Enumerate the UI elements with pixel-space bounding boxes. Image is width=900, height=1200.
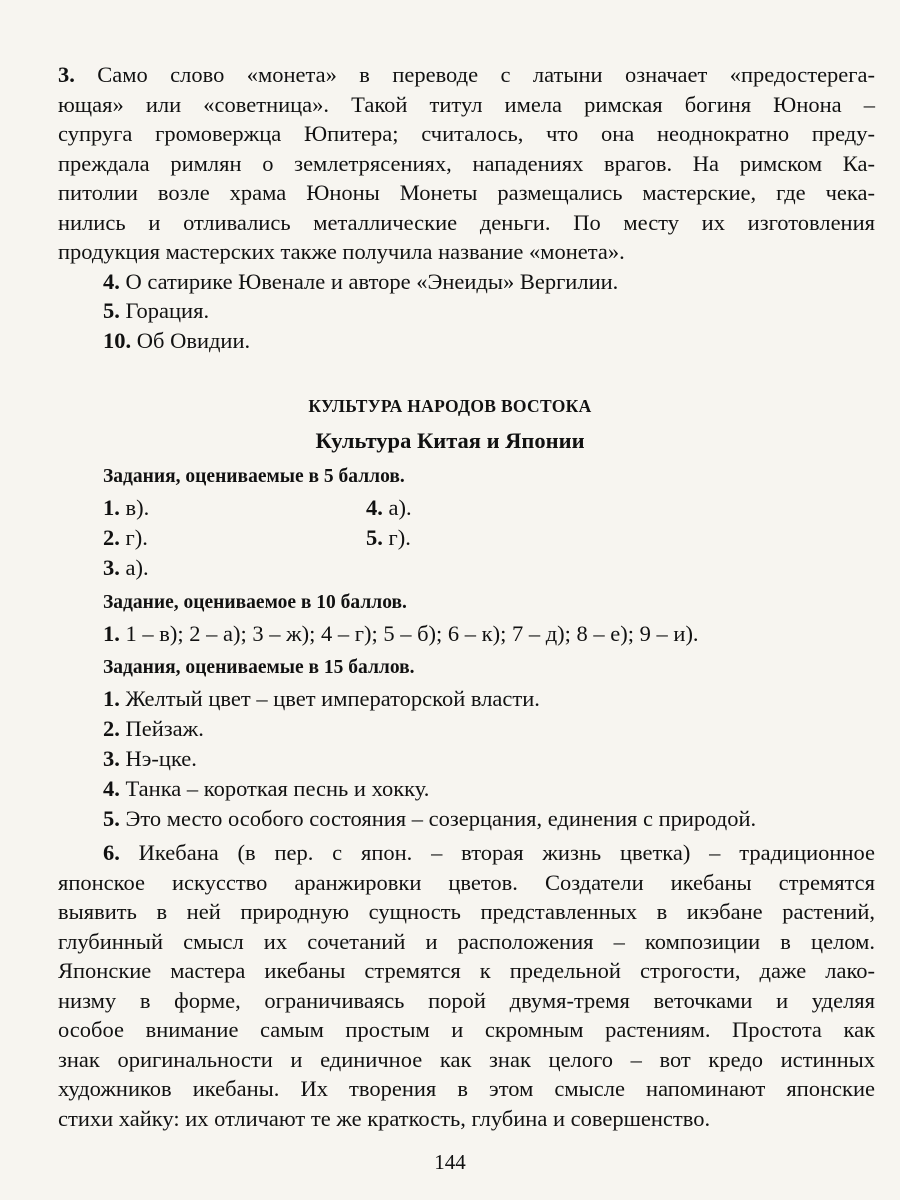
paragraph-3-line-3: супруга громовержца Юпитера; считалось, что она неоднократно преду-: [58, 121, 875, 146]
answer-text: Пейзаж.: [119, 716, 204, 741]
item-number: 6.: [103, 840, 120, 865]
paragraph-6-line-5: Японские мастера икебаны стремятся к предельной строгости, даже лако-: [58, 958, 875, 983]
item-number: 4.: [103, 268, 120, 294]
answer-text: а).: [382, 495, 412, 520]
paragraph-6-line-4: глубинный смысл их сочетаний и расположения – композиции в целом.: [58, 928, 875, 954]
answer-text: Это место особого состояния – созерцания, единения с природой.: [119, 806, 757, 831]
answer-item: [103, 555, 149, 581]
item-number: 2.: [103, 716, 120, 741]
item-number: 4.: [366, 495, 383, 520]
paragraph-3-line-6: нились и отливались металлические деньги. По месту их изготовления: [58, 209, 875, 235]
answer-item: [103, 525, 148, 551]
page-number: 144: [434, 1150, 466, 1174]
paragraph-3-line-1: [58, 60, 875, 90]
tasks-10-heading: Задание, оцениваемое в 10 баллов.: [103, 592, 407, 613]
answer-text: Нэ-цке.: [119, 746, 197, 771]
paragraph-3-line-2: ющая» или «советница». Такой титул имела римская богиня Юнона –: [58, 91, 875, 117]
paragraph-text: О сатирике Ювенале и авторе «Энеиды» Вергилии.: [119, 268, 619, 294]
section-subtitle: Культура Китая и Японии: [315, 428, 585, 453]
paragraph-text: Об Овидии.: [131, 327, 251, 353]
item-number: 1.: [103, 686, 120, 711]
answer-text: а).: [119, 555, 149, 580]
answer-text: г).: [382, 525, 411, 550]
paragraph-3-line-4: преждала римлян о землетрясениях, нападениях врагов. На римском Ка-: [58, 150, 875, 176]
answer-item: [103, 716, 204, 742]
answers-block-top: [58, 60, 875, 355]
paragraph-10: [58, 326, 875, 356]
paragraph-6-line-10: стихи хайку: их отличают те же краткость, глубина и совершенство.: [58, 1105, 711, 1131]
item-number: 5.: [103, 806, 120, 831]
answer-item: [103, 806, 756, 832]
paragraph-6-line-6: низму в форме, ограничиваясь порой двумя-тремя веточками и уделяя: [58, 987, 875, 1013]
paragraph-6-line-8: знак оригинальности и единичное как знак целого – вот кредо истинных: [58, 1046, 875, 1072]
item-number: 5.: [103, 298, 120, 323]
paragraph-5: [58, 296, 875, 326]
item-number: 10.: [103, 327, 132, 353]
paragraph-text: Само слово «монета» в переводе с латыни означает «предостерега-: [74, 62, 875, 87]
paragraph-4: [58, 267, 875, 297]
paragraph-6-line-1: [58, 838, 875, 868]
section-title: КУЛЬТУРА НАРОДОВ ВОСТОКА: [308, 396, 592, 416]
answer-item: [366, 525, 411, 551]
answer-item: [366, 495, 412, 521]
answer-item: [103, 746, 197, 772]
item-number: 5.: [366, 525, 383, 550]
item-number: 2.: [103, 525, 120, 550]
answer-text: Желтый цвет – цвет императорской власти.: [119, 686, 540, 711]
paragraph-3-line-5: питолии возле храма Юноны Монеты размещались мастерские, где чека-: [58, 180, 875, 205]
paragraph-6-line-3: выявить в ней природную сущность представленных в икэбане растений,: [58, 899, 875, 924]
answer-item: [103, 495, 149, 521]
paragraph-3-line-7: продукция мастерских также получила название «монета».: [58, 239, 625, 264]
paragraph-text: Икебана (в пер. с япон. – вторая жизнь цветка) – традиционное: [119, 840, 875, 865]
item-number: 3.: [58, 62, 75, 87]
answer-text: Танка – короткая песнь и хокку.: [119, 776, 430, 801]
item-number: 1.: [103, 621, 120, 646]
item-number: 4.: [103, 776, 120, 801]
answer-text: г).: [119, 525, 148, 550]
answer-text: 1 – в); 2 – а); 3 – ж); 4 – г); 5 – б); 6 – к); 7 – д); 8 – е); 9 – и).: [119, 621, 699, 646]
answer-item: [103, 776, 429, 802]
item-number: 3.: [103, 555, 120, 580]
paragraph-6-line-2: японское искусство аранжировки цветов. Создатели икебаны стремятся: [58, 869, 875, 895]
paragraph-6-line-9: художников икебаны. Их творения в этом смысле напоминают японские: [58, 1076, 875, 1101]
tasks-15-heading: Задания, оцениваемые в 15 баллов.: [103, 657, 415, 678]
paragraph-6: [58, 838, 875, 1133]
answer-item: [103, 686, 540, 712]
paragraph-6-line-7: особое внимание самым простым и скромным растениям. Простота как: [58, 1017, 875, 1042]
item-number: 1.: [103, 495, 120, 520]
tasks-5-heading: Задания, оцениваемые в 5 баллов.: [103, 466, 405, 487]
answer-item: [103, 621, 699, 647]
paragraph-text: Горация.: [119, 298, 210, 323]
answer-text: в).: [119, 495, 150, 520]
item-number: 3.: [103, 746, 120, 771]
